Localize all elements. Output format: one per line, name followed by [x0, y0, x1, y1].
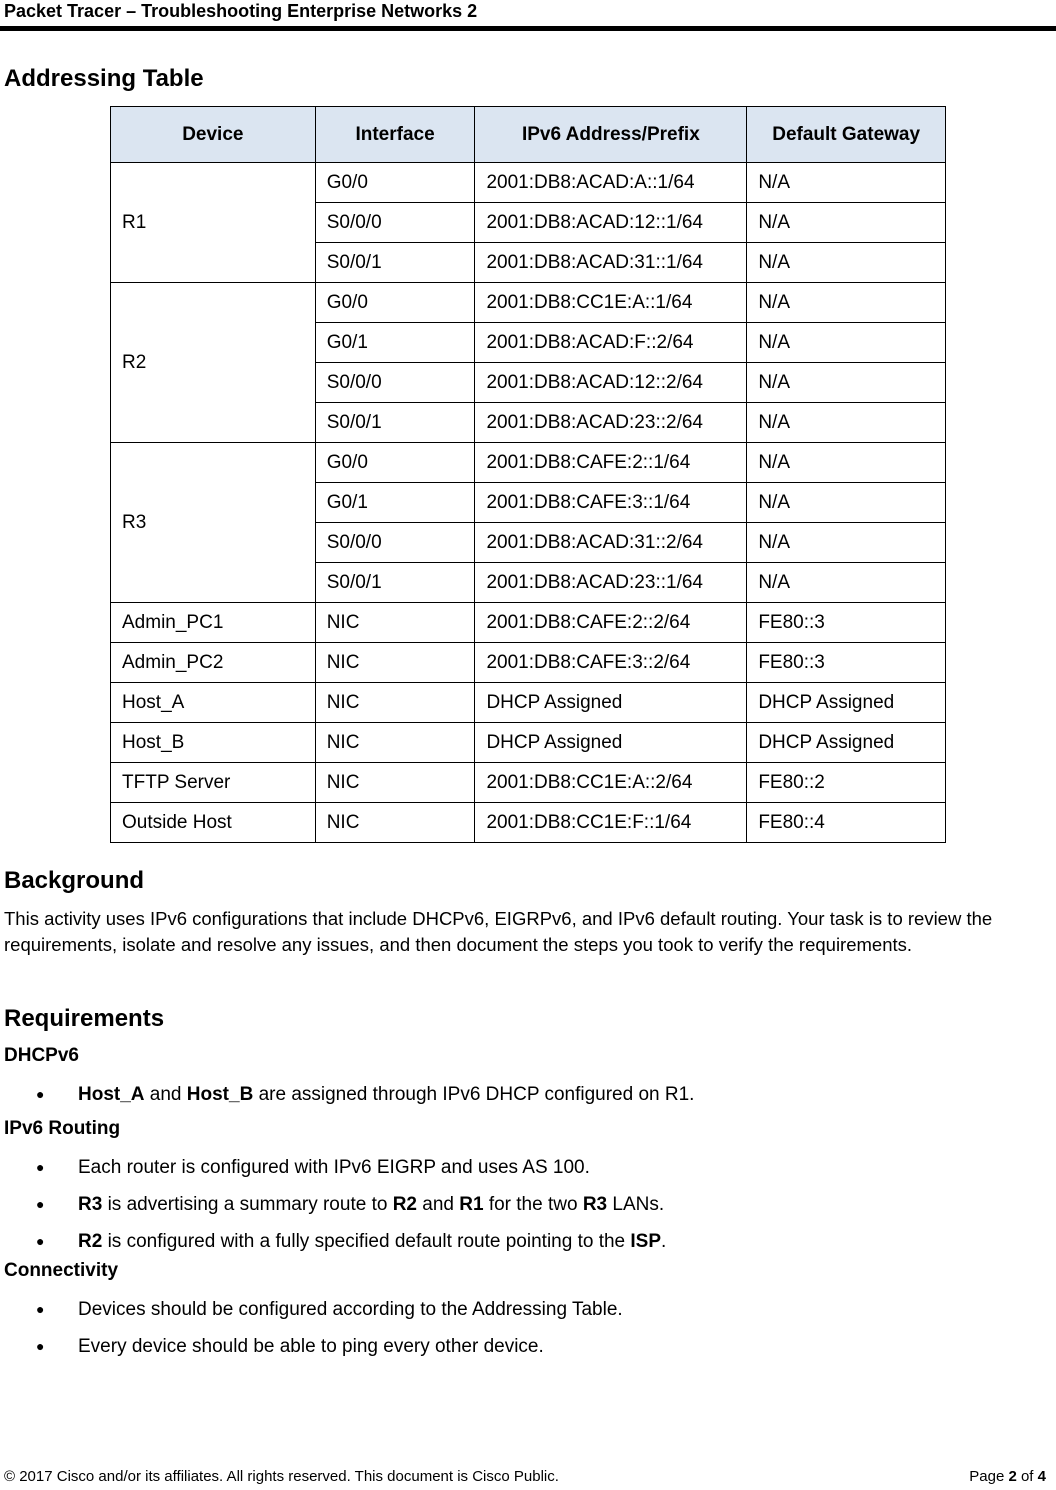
bullet-text-segment: R3	[78, 1194, 103, 1215]
list-item	[0, 1328, 1040, 1365]
cell-interface: NIC	[315, 643, 475, 683]
bullet-text-segment: is advertising a summary route to	[102, 1194, 393, 1215]
cell-default-gateway: N/A	[747, 563, 946, 603]
cell-device: R3	[111, 443, 316, 603]
cell-interface: S0/0/1	[315, 243, 475, 283]
addressing-table-heading: Addressing Table	[4, 65, 204, 92]
table-row	[111, 643, 946, 683]
footer-copyright: © 2017 Cisco and/or its affiliates. All rights reserved. This document is Cisco Public.	[4, 1468, 559, 1485]
page-mid: of	[1016, 1468, 1038, 1485]
bullet-icon: ●	[36, 1159, 45, 1175]
table-header-row	[111, 107, 946, 163]
cell-ipv6-address: 2001:DB8:ACAD:12::1/64	[475, 203, 747, 243]
table-row	[111, 283, 946, 323]
addressing-table	[110, 106, 946, 843]
bullet-icon: ●	[36, 1338, 45, 1354]
cell-interface: NIC	[315, 723, 475, 763]
table-row	[111, 443, 946, 483]
cell-device: R1	[111, 163, 316, 283]
cell-interface: G0/1	[315, 323, 475, 363]
cell-default-gateway: N/A	[747, 163, 946, 203]
table-row	[111, 723, 946, 763]
cell-ipv6-address: 2001:DB8:ACAD:31::2/64	[475, 523, 747, 563]
connectivity-bullet-list	[0, 1291, 1040, 1365]
cell-interface: G0/1	[315, 483, 475, 523]
cell-default-gateway: N/A	[747, 483, 946, 523]
cell-device: Host_A	[111, 683, 316, 723]
cell-default-gateway: FE80::2	[747, 763, 946, 803]
cell-ipv6-address: 2001:DB8:CC1E:A::2/64	[475, 763, 747, 803]
bullet-text-segment: and	[144, 1084, 187, 1105]
list-item	[0, 1076, 1040, 1113]
cell-ipv6-address: 2001:DB8:CAFE:3::1/64	[475, 483, 747, 523]
cell-interface: S0/0/0	[315, 363, 475, 403]
bullet-icon: ●	[36, 1086, 45, 1102]
bullet-text-segment: ISP	[630, 1231, 662, 1252]
column-header-default-gateway: Default Gateway	[747, 107, 946, 163]
bullet-text-segment: is configured with a fully specified default route pointing to the	[102, 1231, 631, 1252]
bullet-text-segment: Every device should be able to ping every other device.	[78, 1336, 544, 1357]
bullet-text-segment: LANs.	[607, 1194, 665, 1215]
cell-default-gateway: N/A	[747, 363, 946, 403]
cell-default-gateway: FE80::3	[747, 643, 946, 683]
cell-ipv6-address: 2001:DB8:ACAD:23::1/64	[475, 563, 747, 603]
table-row	[111, 163, 946, 203]
footer-page-number	[969, 1468, 1046, 1485]
bullet-icon: ●	[36, 1196, 45, 1212]
cell-ipv6-address: 2001:DB8:CAFE:2::1/64	[475, 443, 747, 483]
bullet-text-segment: R2	[392, 1194, 417, 1215]
ipv6-routing-heading: IPv6 Routing	[4, 1118, 121, 1139]
cell-ipv6-address: 2001:DB8:CC1E:A::1/64	[475, 283, 747, 323]
dhcpv6-heading: DHCPv6	[4, 1045, 79, 1066]
cell-interface: S0/0/0	[315, 203, 475, 243]
column-header-ipv6-address: IPv6 Address/Prefix	[475, 107, 747, 163]
cell-default-gateway: N/A	[747, 443, 946, 483]
cell-interface: S0/0/1	[315, 403, 475, 443]
cell-ipv6-address: 2001:DB8:ACAD:12::2/64	[475, 363, 747, 403]
bullet-text-segment: .	[661, 1231, 667, 1252]
bullet-text-segment: and	[416, 1194, 460, 1215]
background-heading: Background	[4, 867, 145, 894]
cell-ipv6-address: 2001:DB8:ACAD:A::1/64	[475, 163, 747, 203]
table-row	[111, 803, 946, 843]
cell-default-gateway: N/A	[747, 523, 946, 563]
cell-interface: NIC	[315, 683, 475, 723]
header-rule	[0, 26, 1056, 31]
cell-ipv6-address: 2001:DB8:CAFE:3::2/64	[475, 643, 747, 683]
bullet-text-segment: for the two	[483, 1194, 583, 1215]
list-item	[0, 1291, 1040, 1328]
bullet-text-segment: R3	[582, 1194, 608, 1215]
cell-interface: G0/0	[315, 163, 475, 203]
connectivity-heading: Connectivity	[4, 1260, 119, 1281]
bullet-icon: ●	[36, 1301, 45, 1317]
document-header-title: Packet Tracer – Troubleshooting Enterprise Networks 2	[4, 1, 478, 21]
bullet-text-segment: Each router is configured with IPv6 EIGRP and uses AS 100.	[78, 1157, 590, 1178]
addressing-table-body	[111, 163, 946, 843]
cell-default-gateway: N/A	[747, 243, 946, 283]
cell-device: Outside Host	[111, 803, 316, 843]
bullet-text-segment: Devices should be configured according to the Addressing Table.	[78, 1299, 623, 1320]
cell-device: Admin_PC1	[111, 603, 316, 643]
cell-default-gateway: N/A	[747, 283, 946, 323]
ipv6-routing-bullet-list	[0, 1149, 1040, 1260]
cell-ipv6-address: DHCP Assigned	[475, 723, 747, 763]
column-header-interface: Interface	[315, 107, 475, 163]
background-text: This activity uses IPv6 configurations that include DHCPv6, EIGRPv6, and IPv6 default routing. Your task is to review the requirements, isolate and resolve any issues, and then document the steps you took to verify the requirements.	[4, 908, 993, 955]
page-total: 4	[1037, 1468, 1046, 1485]
list-item	[0, 1186, 1040, 1223]
cell-interface: NIC	[315, 803, 475, 843]
cell-default-gateway: N/A	[747, 323, 946, 363]
list-item	[0, 1223, 1040, 1260]
cell-ipv6-address: 2001:DB8:ACAD:31::1/64	[475, 243, 747, 283]
table-row	[111, 683, 946, 723]
cell-ipv6-address: 2001:DB8:ACAD:F::2/64	[475, 323, 747, 363]
bullet-text-segment: R1	[459, 1194, 484, 1215]
cell-device: TFTP Server	[111, 763, 316, 803]
cell-device: R2	[111, 283, 316, 443]
cell-default-gateway: N/A	[747, 203, 946, 243]
cell-ipv6-address: 2001:DB8:CAFE:2::2/64	[475, 603, 747, 643]
dhcpv6-bullet-list	[0, 1076, 1040, 1113]
cell-ipv6-address: 2001:DB8:CC1E:F::1/64	[475, 803, 747, 843]
cell-device: Host_B	[111, 723, 316, 763]
column-header-device: Device	[111, 107, 316, 163]
cell-default-gateway: N/A	[747, 403, 946, 443]
cell-default-gateway: FE80::3	[747, 603, 946, 643]
cell-interface: S0/0/1	[315, 563, 475, 603]
cell-device: Admin_PC2	[111, 643, 316, 683]
cell-interface: G0/0	[315, 443, 475, 483]
cell-interface: S0/0/0	[315, 523, 475, 563]
page-current: 2	[1008, 1468, 1017, 1485]
cell-interface: NIC	[315, 763, 475, 803]
cell-interface: NIC	[315, 603, 475, 643]
bullet-text-segment: Host_B	[186, 1084, 254, 1105]
list-item	[0, 1149, 1040, 1186]
bullet-text-segment: R2	[78, 1231, 103, 1252]
page-prefix: Page	[969, 1468, 1009, 1485]
requirements-heading: Requirements	[4, 1005, 165, 1032]
cell-ipv6-address: 2001:DB8:ACAD:23::2/64	[475, 403, 747, 443]
cell-ipv6-address: DHCP Assigned	[475, 683, 747, 723]
table-row	[111, 603, 946, 643]
cell-interface: G0/0	[315, 283, 475, 323]
cell-default-gateway: DHCP Assigned	[747, 723, 946, 763]
cell-default-gateway: DHCP Assigned	[747, 683, 946, 723]
bullet-text-segment: are assigned through IPv6 DHCP configured on R1.	[253, 1084, 695, 1105]
cell-default-gateway: FE80::4	[747, 803, 946, 843]
bullet-icon: ●	[36, 1233, 45, 1249]
bullet-text-segment: Host_A	[78, 1084, 145, 1105]
table-row	[111, 763, 946, 803]
